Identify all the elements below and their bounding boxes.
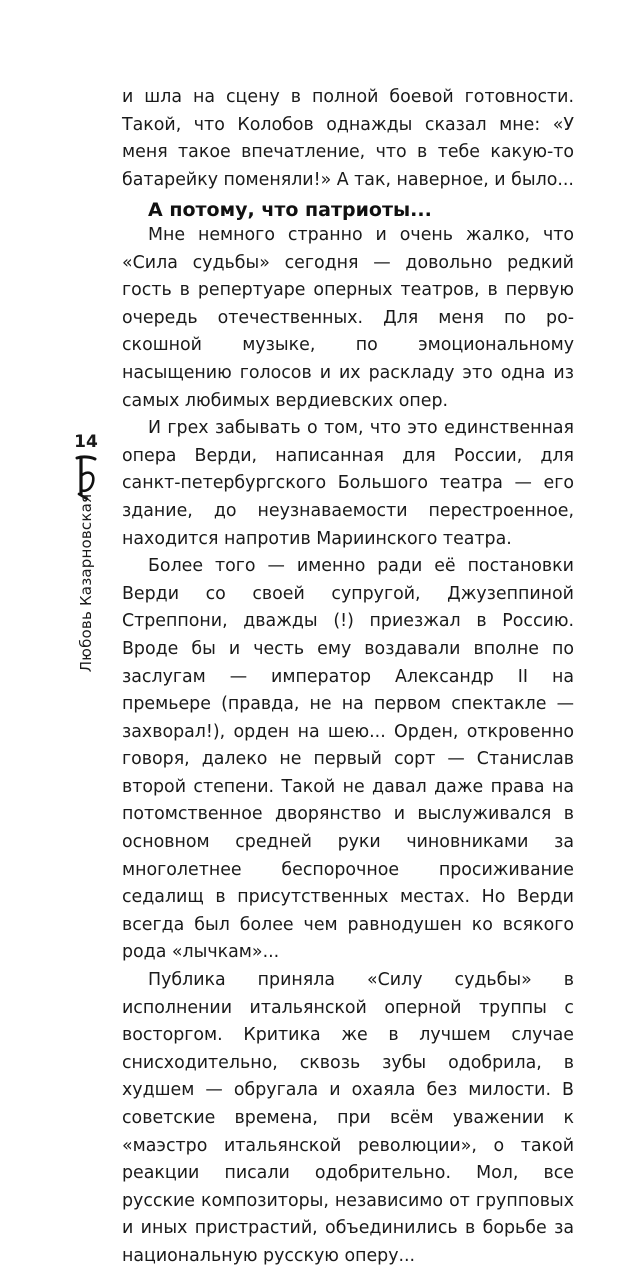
- page-number: 14: [74, 432, 98, 452]
- paragraph-2: И грех забывать о том, что это единственная опера Верди, написанная для России, для санкт-петербургского Большого театра — его здание, до неузнаваемости перестроенное, находится напротив Мариинского театра.: [122, 418, 574, 549]
- intro-paragraph: и шла на сцену в полной боевой готовности. Такой, что Колобов однажды сказал мне: «У меня такое впечатление, что в тебе какую-то батарейку поменяли!» А так, наверное, и было...: [122, 87, 574, 190]
- paragraph-4: Публика приняла «Силу судьбы» в исполнении итальянской оперной труппы с восторгом. Критика же в лучшем случае снисходительно, сквозь зубы одобрила, в худшем — обругала и охаяла без милости. В советские времена, при всём уважении к «маэстро итальянской революции», о такой реакции писали одобрительно. Мол, все русские композиторы, независимо от групповых и иных пристрастий, объединились в борьбе за национальную русскую оперу...: [122, 970, 574, 1266]
- intro-text: [122, 84, 574, 194]
- author-name: Любовь Казарновская: [77, 493, 95, 673]
- paragraph-3: Более того — именно ради её постановки Верди со своей супругой, Джузеппиной Стреппони, дважды (!) приезжал в Россию. Вроде бы и честь ему воздавали вполне по заслугам — император Александр II на премьере (правда, не на первом спектакле — захворал!), орден на шею... Орден, откровенно говоря, далеко не первый сорт — Станислав второй степени. Такой не давал даже права на потомственное дворянство и выслуживался в основном средней руки чиновниками за многолетнее беспорочное просиживание седалищ в присутственных местах. Но Верди всегда был более чем равнодушен ко всякого рода «лычкам»...: [122, 556, 574, 963]
- section-heading: А потому, что патриоты...: [148, 199, 432, 221]
- paragraph-1: Мне немного странно и очень жалко, что «Сила судьбы» сегодня — довольно редкий гость в репертуаре оперных театров, в первую очередь отечественных. Для меня по роскошной музыке, по эмоциональному насыщению голосов и их раскладу это одна из самых любимых вердиевских опер.: [122, 225, 574, 411]
- section-body: [122, 222, 574, 1271]
- running-head: [60, 493, 112, 673]
